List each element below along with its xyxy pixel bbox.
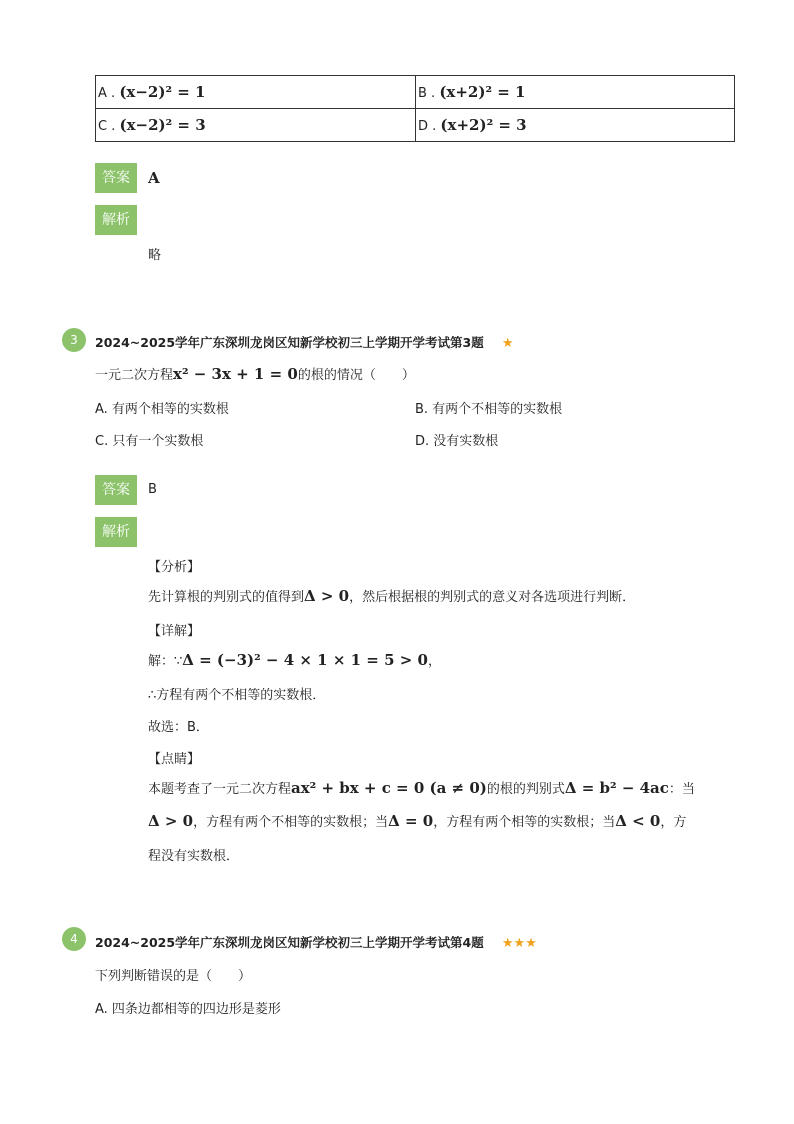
- q3-xiangjie-heading: 【详解】: [148, 624, 201, 639]
- q2-option-a-expr: (x−2)² = 1: [119, 83, 206, 101]
- q4-difficulty-stars: ★★★: [501, 936, 537, 951]
- q3-therefore-line: ∴方程有两个不相等的实数根．: [148, 688, 326, 703]
- q3-dianjing-line-1: 本题考查了一元二次方程ax² + bx + c = 0 (a ≠ 0)的根的判别式Δ = b² − 4ac：当: [148, 779, 695, 797]
- q3-choose-line: 故选：B．: [148, 720, 209, 735]
- q3-answer-tag: 答案: [95, 475, 137, 505]
- q3-title: 2024~2025学年广东深圳龙岗区知新学校初三上学期开学考试第3题: [95, 335, 484, 350]
- q2-options-table: [95, 75, 735, 142]
- q3-difficulty-stars: ★: [501, 336, 514, 351]
- q3-fenxi-heading: 【分析】: [148, 560, 201, 575]
- q3-option-d: D. 没有实数根: [415, 434, 499, 449]
- q2-option-a: A . (x−2)² = 1: [96, 76, 416, 109]
- q4-number-badge: 4: [62, 927, 86, 951]
- q3-fenxi-text: 先计算根的判别式的值得到Δ > 0，然后根据根的判别式的意义对各选项进行判断．: [148, 587, 636, 605]
- q3-dianjing-line-3: 程没有实数根．: [148, 849, 240, 864]
- q2-analysis-text: 略: [148, 248, 162, 263]
- q3-jie-line: 解：∵Δ = (−3)² − 4 × 1 × 1 = 5 > 0，: [148, 651, 441, 669]
- q2-answer: A: [148, 169, 160, 187]
- q3-option-a: A. 有两个相等的实数根: [95, 402, 229, 417]
- q2-analysis-tag: 解析: [95, 205, 137, 235]
- q2-option-d-expr: (x+2)² = 3: [440, 116, 527, 134]
- q3-dianjing-line-2: Δ > 0，方程有两个不相等的实数根；当Δ = 0，方程有两个相等的实数根；当Δ < 0，方: [148, 812, 687, 830]
- q3-dianjing-heading: 【点睛】: [148, 752, 201, 767]
- q3-number-badge: 3: [62, 328, 86, 352]
- q3-option-c: C. 只有一个实数根: [95, 434, 204, 449]
- q3-stem: 一元二次方程x² − 3x + 1 = 0的根的情况（ ）: [95, 365, 415, 383]
- q2-option-c-expr: (x−2)² = 3: [119, 116, 206, 134]
- q2-answer-tag: 答案: [95, 163, 137, 193]
- q2-option-c: C . (x−2)² = 3: [96, 109, 416, 142]
- q3-stem-equation: x² − 3x + 1 = 0: [173, 365, 298, 383]
- q2-option-b-expr: (x+2)² = 1: [439, 83, 526, 101]
- q2-option-b: B . (x+2)² = 1: [416, 76, 735, 109]
- q4-title: 2024~2025学年广东深圳龙岗区知新学校初三上学期开学考试第4题: [95, 935, 484, 950]
- q2-option-d: D . (x+2)² = 3: [416, 109, 735, 142]
- q3-answer: B: [148, 482, 157, 497]
- q3-header: [95, 333, 514, 351]
- q3-analysis-tag: 解析: [95, 517, 137, 547]
- q4-option-a: A. 四条边都相等的四边形是菱形: [95, 1002, 281, 1017]
- q4-header: [95, 933, 537, 951]
- q3-option-b: B. 有两个不相等的实数根: [415, 402, 563, 417]
- q4-stem: 下列判断错误的是（ ）: [95, 969, 252, 984]
